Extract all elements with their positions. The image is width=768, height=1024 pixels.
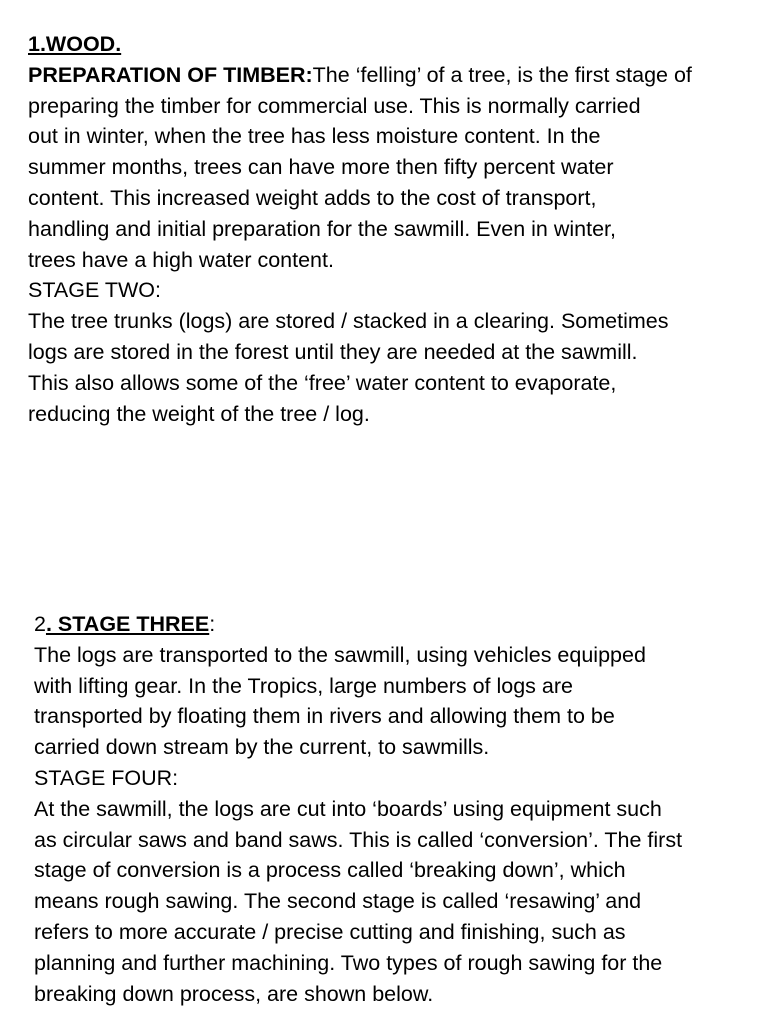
intro-text: The ‘felling’ of a tree, is the first stage of (312, 62, 692, 87)
section-heading: 1.WOOD. (28, 32, 122, 56)
stage-four-line: as circular saws and band saws. This is called ‘conversion’. The first (34, 827, 683, 852)
intro-paragraph-line: out in winter, when the tree has less moisture content. In the (28, 124, 601, 149)
stage-four-line: planning and further machining. Two types of rough sawing for the (34, 950, 663, 975)
section-wood (28, 29, 692, 429)
intro-paragraph-line: trees have a high water content. (28, 247, 334, 272)
stage-four-line: means rough sawing. The second stage is called ‘resawing’ and (34, 889, 642, 914)
stage-three-line: The logs are transported to the sawmill, using vehicles equipped (34, 642, 646, 667)
stage-two-line: This also allows some of the ‘free’ water content to evaporate, (28, 370, 617, 395)
stage-three-heading: . STAGE THREE (45, 612, 210, 636)
stage-three-line: with lifting gear. In the Tropics, large numbers of logs are (34, 673, 573, 698)
section-stage-three (34, 609, 682, 1009)
stage-two-line: reducing the weight of the tree / log. (28, 401, 370, 426)
heading-colon: : (209, 612, 216, 636)
stage-two-line: logs are stored in the forest until they are needed at the sawmill. (28, 339, 638, 364)
section-number: 2 (34, 612, 46, 636)
stage-four-line: refers to more accurate / precise cutting and finishing, such as (34, 919, 626, 944)
stage-four-line: At the sawmill, the logs are cut into ‘boards’ using equipment such (34, 796, 662, 821)
intro-paragraph-line (28, 60, 692, 91)
intro-paragraph-line: preparing the timber for commercial use. This is normally carried (28, 93, 641, 118)
stage-four-line: stage of conversion is a process called ‘breaking down’, which (34, 858, 626, 883)
intro-label: PREPARATION OF TIMBER: (28, 62, 313, 87)
intro-paragraph-line: content. This increased weight adds to the cost of transport, (28, 185, 597, 210)
stage-two-heading: STAGE TWO: (28, 278, 161, 303)
stage-three-line: transported by floating them in rivers and allowing them to be (34, 704, 615, 729)
stage-three-line: carried down stream by the current, to sawmills. (34, 735, 490, 760)
intro-paragraph-line: handling and initial preparation for the sawmill. Even in winter, (28, 216, 616, 241)
section-heading (34, 609, 682, 640)
stage-four-line: breaking down process, are shown below. (34, 981, 434, 1006)
intro-paragraph-line: summer months, trees can have more then fifty percent water (28, 155, 614, 180)
stage-two-line: The tree trunks (logs) are stored / stacked in a clearing. Sometimes (28, 309, 669, 334)
stage-four-heading: STAGE FOUR: (34, 765, 179, 790)
